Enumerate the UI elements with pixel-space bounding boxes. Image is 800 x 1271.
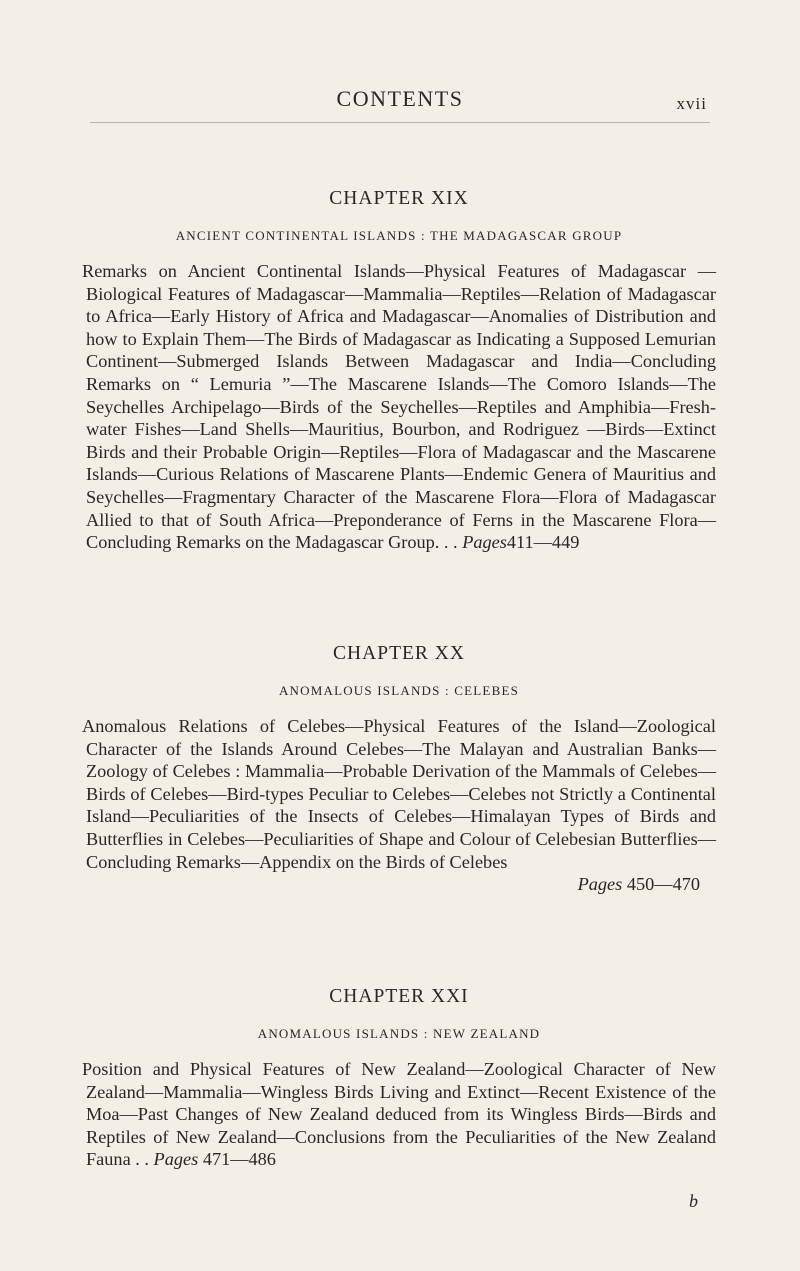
running-head — [0, 86, 800, 116]
chapter-title: CHAPTER XIX — [329, 188, 469, 209]
synopsis-text: Anomalous Relations of Celebes—Physical Features of the Island—Zoological Character of the Islands Around Celebes—The Malayan and Australian Banks—Zoology of Celebes : Mammalia—Probable Derivation of the Mammals of Celebes—Birds of Celebes—Bird-types Peculiar to Celebes—Celebes not Strictly a Continental Island—Peculiarities of the Insects of Celebes—Himalayan Types of Birds and Butterflies in Celebes—Peculiarities of Shape and Colour of Celebesian Butterflies—Concluding Remarks—Appendix on the Birds of Celebes — [82, 716, 716, 872]
chapter-title: CHAPTER XX — [333, 643, 465, 664]
chapter-subtitle: ANOMALOUS ISLANDS : CELEBES — [278, 683, 520, 698]
chapter-subtitle: ANOMALOUS ISLANDS : NEW ZEALAND — [257, 1026, 541, 1041]
synopsis-text: Position and Physical Features of New Zealand—Zoological Character of New Zealand—Mammalia—Wingless Birds Living and Extinct—Recent Existence of the Moa—Past Changes of New Zealand deduced from its Wingless Birds—Birds and Reptiles of New Zealand—Conclusions from the Peculiarities of the New Zealand Fauna . . — [82, 1059, 716, 1170]
chapter-xx — [82, 643, 716, 896]
chapter-synopsis — [82, 260, 716, 554]
pages-label: Pages — [153, 1149, 199, 1170]
signature-mark: b — [689, 1191, 698, 1211]
page-number: xvii — [676, 94, 707, 113]
chapter-synopsis — [82, 1058, 716, 1171]
pages-range: 450—470 — [626, 874, 700, 895]
running-title: CONTENTS — [336, 86, 464, 111]
pages-range: 411—449 — [506, 532, 580, 553]
chapter-xxi — [82, 986, 716, 1171]
pages-label: Pages — [577, 874, 623, 895]
pages-label: Pages — [462, 532, 507, 553]
header-rule — [90, 122, 710, 123]
chapter-subtitle: ANCIENT CONTINENTAL ISLANDS : THE MADAGASCAR GROUP — [175, 228, 623, 243]
pages-range: 471—486 — [202, 1149, 276, 1170]
chapter-synopsis — [82, 715, 716, 896]
pages-line — [86, 873, 716, 896]
synopsis-text: Remarks on Ancient Continental Islands—Physical Features of Madagascar —Biological Features of Madagascar—Mammalia—Reptiles—Relation of Madagascar to Africa—Early History of Africa and Madagascar—Anomalies of Distribution and how to Explain Them—The Birds of Madagascar as Indicating a Supposed Lemurian Continent—Submerged Islands Between Madagascar and India—Concluding Remarks on “ Lemuria ”—The Mascarene Islands—The Comoro Islands—The Seychelles Archipelago—Birds of the Seychelles—Reptiles and Amphibia—Fresh-water Fishes—Land Shells—Mauritius, Bourbon, and Rodriguez —Birds—Extinct Birds and their Probable Origin—Reptiles—Flora of Madagascar and the Mascarene Islands—Curious Relations of Mascarene Plants—Endemic Genera of Mauritius and Seychelles—Fragmentary Character of the Mascarene Flora—Flora of Madagascar Allied to that of South Africa—Preponderance of Ferns in the Mascarene Flora—Concluding Remarks on the Madagascar Group. . . — [82, 261, 716, 553]
chapter-title: CHAPTER XXI — [329, 986, 469, 1007]
chapter-xix — [82, 188, 716, 554]
